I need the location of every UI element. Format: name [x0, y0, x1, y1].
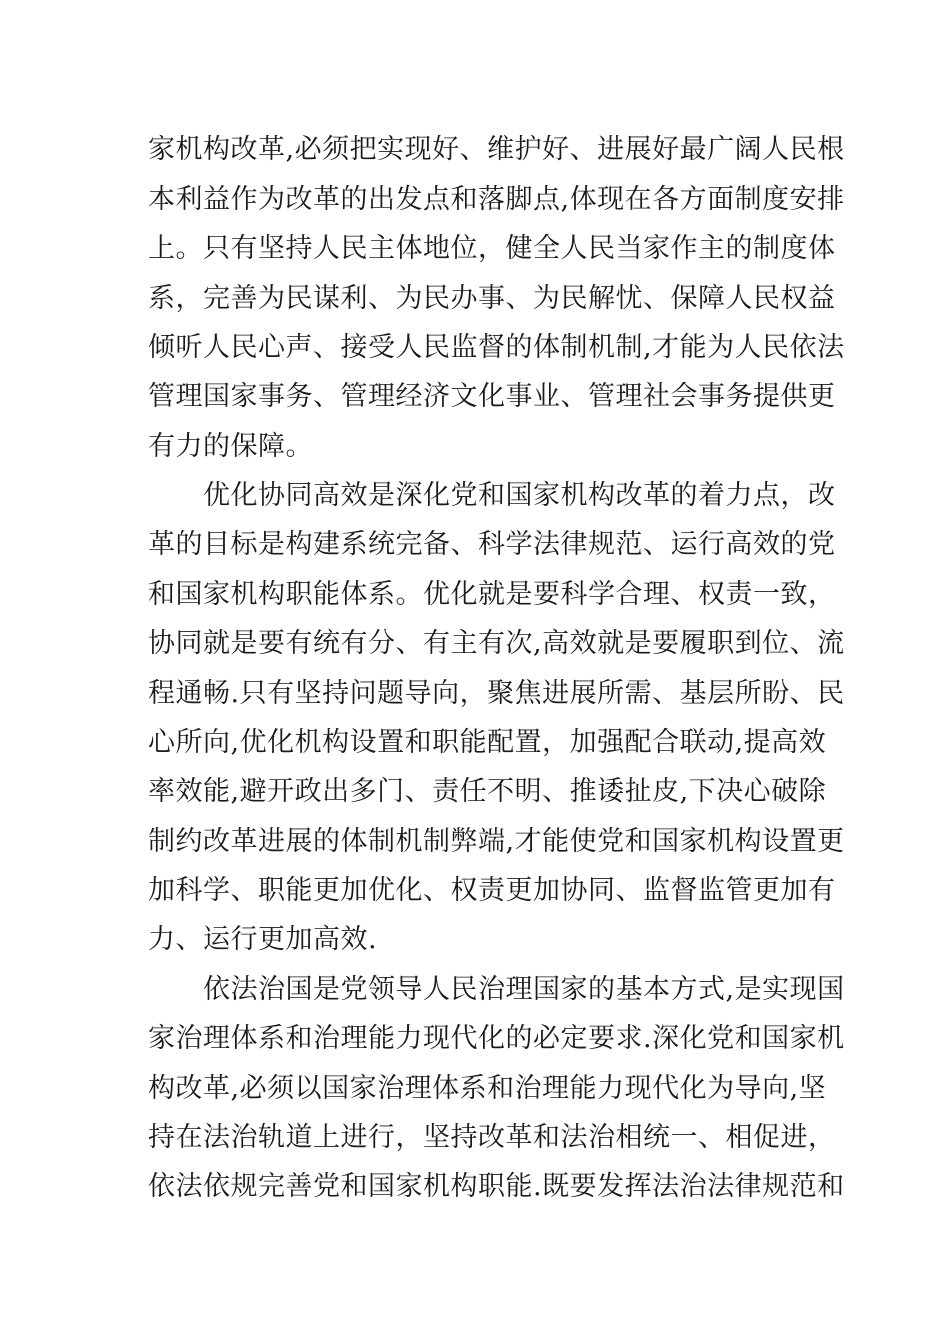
text-line: 家机构改革,必须把实现好、维护好、进展好最广阔人民根 — [148, 134, 845, 165]
text-line: 系，完善为民谋利、为民办事、为民解忧、保障人民权益 — [148, 283, 836, 314]
text-line: 本利益作为改革的出发点和落脚点,体现在各方面制度安排 — [148, 184, 845, 215]
text-line: 持在法治轨道上进行，坚持改革和法治相统一、相促进， — [148, 1122, 836, 1153]
text-line: 加科学、职能更加优化、权责更加协同、监督监管更加有 — [148, 875, 836, 906]
text-line: 构改革,必须以国家治理体系和治理能力现代化为导向,坚 — [148, 1073, 827, 1104]
paragraph-first-line: 优化协同高效是深化党和国家机构改革的着力点，改 — [148, 480, 836, 511]
text-line: 和国家机构职能体系。优化就是要科学合理、权责一致， — [148, 579, 836, 610]
text-line: 家治理体系和治理能力现代化的必定要求.深化党和国家机 — [148, 1023, 845, 1054]
text-line: 革的目标是构建系统完备、科学法律规范、运行高效的党 — [148, 529, 836, 560]
text-line: 力、运行更加高效. — [148, 924, 378, 955]
text-line: 上。只有坚持人民主体地位，健全人民当家作主的制度体 — [148, 233, 836, 264]
text-line: 依法依规完善党和国家机构职能.既要发挥法治法律规范和 — [148, 1171, 845, 1202]
paragraph-first-line: 依法治国是党领导人民治理国家的基本方式,是实现国 — [148, 974, 845, 1005]
text-line: 有力的保障。 — [148, 431, 313, 462]
text-line: 管理国家事务、管理经济文化事业、管理社会事务提供更 — [148, 381, 836, 412]
text-line: 倾听人民心声、接受人民监督的体制机制,才能为人民依法 — [148, 332, 845, 363]
text-line: 协同就是要有统有分、有主有次,高效就是要履职到位、流 — [148, 628, 845, 659]
text-line: 程通畅.只有坚持问题导向，聚焦进展所需、基层所盼、民 — [148, 678, 845, 709]
text-line: 制约改革进展的体制机制弊端,才能使党和国家机构设置更 — [148, 826, 845, 857]
text-line: 率效能,避开政出多门、责任不明、推诿扯皮,下决心破除 — [148, 776, 827, 807]
text-line: 心所向,优化机构设置和职能配置，加强配合联动,提高效 — [148, 727, 827, 758]
